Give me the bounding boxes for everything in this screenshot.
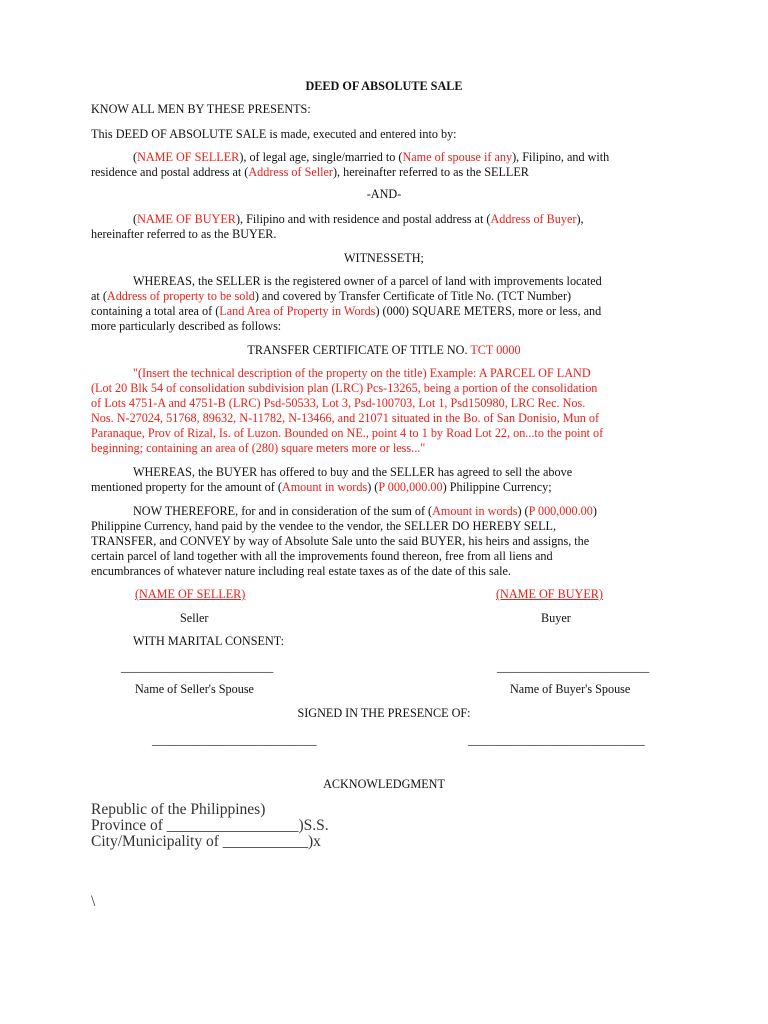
technical-description-line-6: beginning; containing an area of (280) square meters more or less..." — [91, 441, 426, 455]
ack-province-line: Province of _________________)S.S. — [91, 817, 329, 834]
witness-signature-line-right: _____________________________ — [468, 733, 645, 747]
acknowledgment-heading: ACKNOWLEDGMENT — [323, 777, 445, 791]
buyer-spouse-label: Name of Buyer's Spouse — [510, 682, 631, 696]
seller-para-line-1: (NAME OF SELLER), of legal age, single/married to (Name of spouse if any), Filipino, and with — [133, 150, 610, 164]
land-area-placeholder: Land Area of Property in Words — [219, 304, 376, 318]
seller-spouse-label: Name of Seller's Spouse — [135, 682, 254, 696]
know-all-line: KNOW ALL MEN BY THESE PRESENTS: — [91, 102, 311, 116]
whereas2-line-2: mentioned property for the amount of (Amount in words) (P 000,000.00) Philippine Currency; — [91, 480, 552, 494]
amount-number-placeholder: P 000,000.00 — [378, 480, 443, 494]
buyer-para-line-2: hereinafter referred to as the BUYER. — [91, 227, 277, 241]
now-therefore-line-1: NOW THEREFORE, for and in consideration of the sum of (Amount in words) (P 000,000.00) — [133, 504, 597, 518]
now-therefore-line-5: encumbrances of whatever nature including real estate taxes as of the date of this sale. — [91, 564, 511, 578]
consideration-words-placeholder: Amount in words — [432, 504, 518, 518]
buyer-para-line-1: (NAME OF BUYER), Filipino and with residence and postal address at (Address of Buyer), — [133, 212, 584, 226]
property-address-placeholder: Address of property to be sold — [106, 289, 255, 303]
technical-description-line-3: of Lots 4751-A and 4751-B (LRC) Psd-50533, Lot 3, Psd-100703, Lot 1, Psd150980, LRC Rec. Nos. — [91, 396, 586, 410]
now-therefore-line-4: certain parcel of land together with all the improvements found thereon, free from all liens and — [91, 549, 553, 563]
ack-city-line: City/Municipality of ___________)x — [91, 833, 321, 850]
technical-description-line-1: "(Insert the technical description of the property on the title) Example: A PARCEL OF LAND — [133, 366, 591, 380]
seller-para-line-2: residence and postal address at (Address of Seller), hereinafter referred to as the SELLER — [91, 165, 529, 179]
whereas1-line-1: WHEREAS, the SELLER is the registered owner of a parcel of land with improvements located — [133, 274, 602, 288]
seller-spouse-signature-line: _________________________ — [121, 660, 274, 674]
buyer-name-placeholder: NAME OF BUYER — [137, 212, 236, 226]
buyer-role-label: Buyer — [541, 611, 571, 625]
witness-signature-line-left: ___________________________ — [152, 733, 317, 747]
seller-role-label: Seller — [180, 611, 209, 625]
ack-backslash: \ — [91, 893, 96, 910]
whereas2-line-1: WHEREAS, the BUYER has offered to buy and the SELLER has agreed to sell the above — [133, 465, 573, 479]
consideration-number-placeholder: P 000,000.00 — [528, 504, 593, 518]
marital-consent-label: WITH MARITAL CONSENT: — [133, 634, 284, 648]
ack-republic-line: Republic of the Philippines) — [91, 801, 266, 818]
technical-description-line-2: (Lot 20 Blk 54 of consolidation subdivision plan (LRC) Pcs-13265, being a portion of the consolidation — [91, 381, 598, 395]
tct-number-placeholder: TCT 0000 — [470, 343, 521, 357]
seller-address-placeholder: Address of Seller — [248, 165, 333, 179]
buyer-spouse-signature-line: _________________________ — [497, 660, 650, 674]
whereas1-line-3: containing a total area of (Land Area of Property in Words) (000) SQUARE METERS, more or less, and — [91, 304, 602, 318]
and-separator: -AND- — [366, 187, 402, 201]
amount-words-placeholder: Amount in words — [281, 480, 368, 494]
now-therefore-line-2: Philippine Currency, hand paid by the vendee to the vendor, the SELLER DO HEREBY SELL, — [91, 519, 557, 533]
intro-line: This DEED OF ABSOLUTE SALE is made, executed and entered into by: — [91, 127, 457, 141]
buyer-address-placeholder: Address of Buyer — [490, 212, 577, 226]
document-title: DEED OF ABSOLUTE SALE — [305, 79, 463, 93]
seller-signature-name: (NAME OF SELLER) — [135, 587, 246, 601]
tct-heading: TRANSFER CERTIFICATE OF TITLE NO. TCT 0000 — [247, 343, 521, 357]
technical-description-line-5: Paranaque, Prov of Rizal, Is. of Luzon. Bounded on NE., point 4 to 1 by Road Lot 22, on...to the point of — [91, 426, 604, 440]
spouse-name-placeholder: Name of spouse if any — [402, 150, 513, 164]
signed-presence-label: SIGNED IN THE PRESENCE OF: — [297, 706, 471, 720]
seller-name-placeholder: NAME OF SELLER — [137, 150, 240, 164]
buyer-signature-name: (NAME OF BUYER) — [496, 587, 603, 601]
whereas1-line-4: more particularly described as follows: — [91, 319, 282, 333]
now-therefore-line-3: TRANSFER, and CONVEY by way of Absolute Sale unto the said BUYER, his heirs and assigns, the — [91, 534, 590, 548]
technical-description-line-4: Nos. N-27024, 51768, 89632, N-11782, N-13466, and 21071 situated in the Bo. of San Donisio, Mun of — [91, 411, 600, 425]
whereas1-line-2: at (Address of property to be sold) and covered by Transfer Certificate of Title No. (TCT Number) — [91, 289, 572, 303]
witnesseth-heading: WITNESSETH; — [344, 251, 424, 265]
